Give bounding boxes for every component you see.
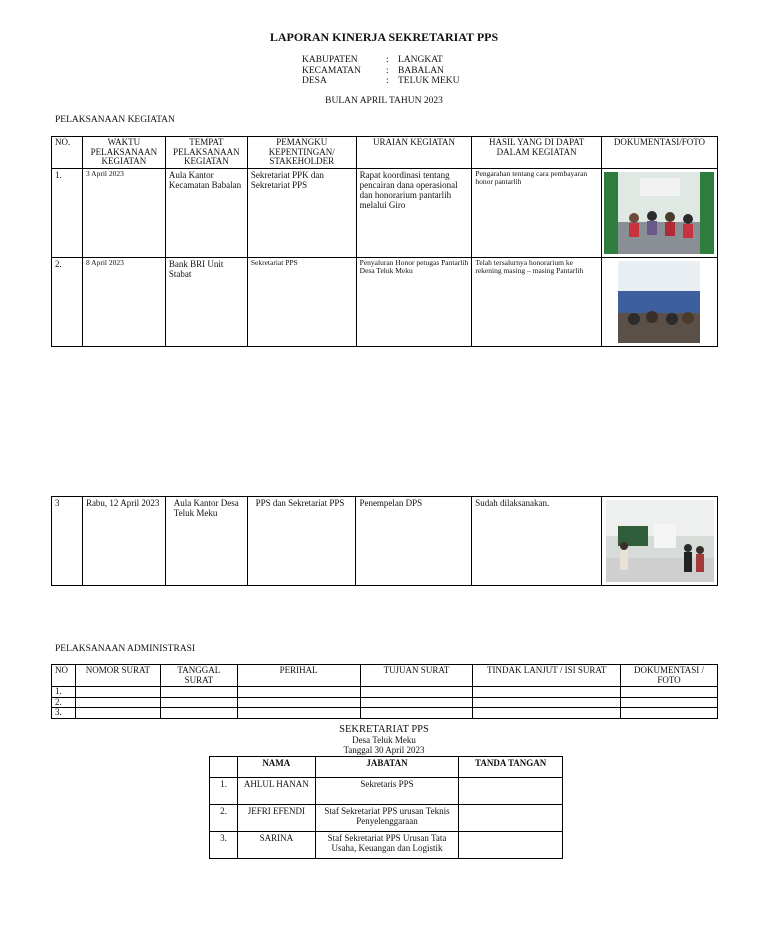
col-waktu: WAKTU PELAKSANAAN KEGIATAN	[82, 137, 165, 169]
signature-header-row: NAMA JABATAN TANDA TANGAN	[210, 757, 563, 778]
photo-cell	[601, 257, 717, 346]
col-tempat: TEMPAT PELAKSANAAN KEGIATAN	[165, 137, 247, 169]
signature-table	[209, 756, 563, 859]
table-row: 3.	[52, 708, 718, 719]
signature-cell	[459, 832, 563, 859]
info-row-kecamatan: KECAMATAN : BABALAN	[302, 65, 444, 76]
col-hasil: HASIL YANG DI DAPAT DALAM KEGIATAN	[472, 137, 602, 169]
admin-table	[51, 664, 718, 719]
info-row-kabupaten: KABUPATEN : LANGKAT	[302, 55, 443, 65]
table-row: 2.	[52, 697, 718, 708]
signature-cell	[459, 778, 563, 805]
photo-cell	[601, 168, 717, 257]
signature-place: Desa Teluk Meku	[352, 735, 416, 745]
table-row: 1. 3 April 2023 Aula Kantor Kecamatan Babalan Sekretariat PPK dan Sekretariat PPS Rapat koordinasi tentang pencairan dana operasional dan honorarium pantarlih melalui Giro Pengarahan tentang cara pembayaran honor pantarlih	[52, 168, 718, 257]
signature-cell	[459, 805, 563, 832]
col-dokumentasi: DOKUMENTASI/FOTO	[601, 137, 717, 169]
activity-table-continued	[51, 496, 718, 586]
dps-posting-photo	[606, 500, 714, 582]
col-stakeholder: PEMANGKU KEPENTINGAN/ STAKEHOLDER	[247, 137, 356, 169]
signature-date: Tanggal 30 April 2023	[343, 745, 425, 755]
activity-table	[51, 136, 718, 347]
meeting-photo	[604, 172, 714, 254]
col-no: NO.	[52, 137, 83, 169]
bank-photo	[618, 261, 700, 343]
table-row: 3. SARINA Staf Sekretariat PPS Urusan Tata Usaha, Keuangan dan Logistik	[210, 832, 563, 859]
table-row: 2. 8 April 2023 Bank BRI Unit Stabat Sekretariat PPS Penyaluran Honor petugas Pantarlih Desa Teluk Meku Telah tersalurnya honorarium ke rekening masing – masing Pantarlih	[52, 257, 718, 346]
info-row-desa: DESA : TELUK MEKU	[302, 76, 460, 86]
section-heading-administrasi: PELAKSANAAN ADMINISTRASI	[55, 644, 196, 654]
table-row: 3 Rabu, 12 April 2023 Aula Kantor Desa Teluk Meku PPS dan Sekretariat PPS Penempelan DPS Sudah dilaksanakan.	[52, 497, 718, 586]
signature-org: SEKRETARIAT PPS	[339, 724, 429, 735]
activity-header-row	[52, 137, 718, 169]
table-row: 1.	[52, 687, 718, 698]
table-row: 2. JEFRI EFENDI Staf Sekretariat PPS urusan Teknis Penyelenggaraan	[210, 805, 563, 832]
photo-cell	[602, 497, 718, 586]
report-period: BULAN APRIL TAHUN 2023	[325, 96, 443, 106]
admin-header-row: NO NOMOR SURAT TANGGAL SURAT PERIHAL TUJUAN SURAT TINDAK LANJUT / ISI SURAT DOKUMENTASI / FOTO	[52, 665, 718, 687]
report-title: LAPORAN KINERJA SEKRETARIAT PPS	[269, 30, 499, 44]
col-uraian: URAIAN KEGIATAN	[356, 137, 472, 169]
section-heading-kegiatan: PELAKSANAAN KEGIATAN	[55, 115, 175, 125]
table-row: 1. AHLUL HANAN Sekretaris PPS	[210, 778, 563, 805]
location-info	[302, 55, 459, 87]
